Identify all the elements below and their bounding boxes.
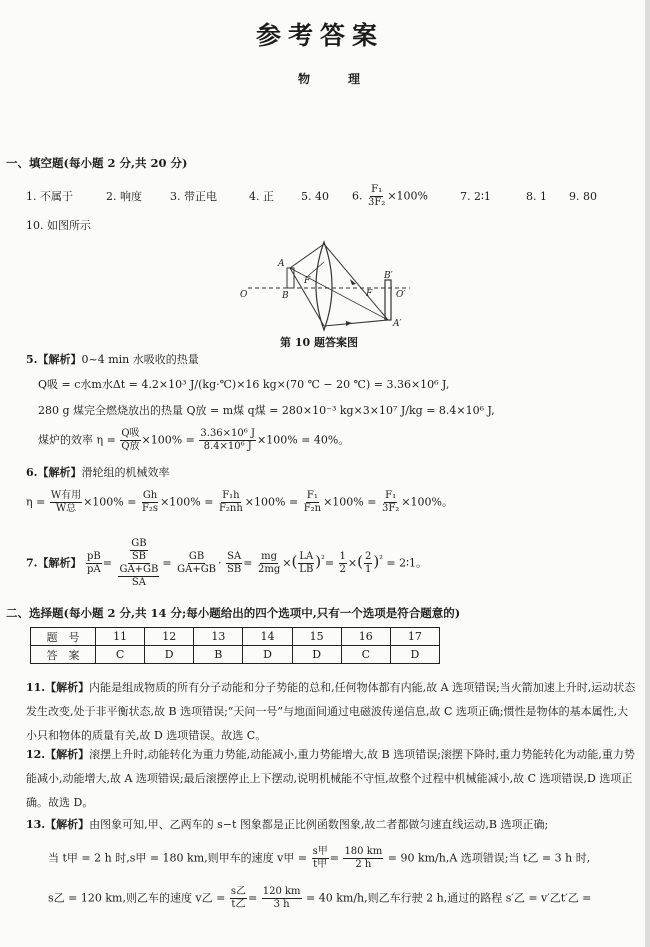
fraction-denominator: 2 bbox=[339, 564, 346, 575]
q5-head-text: 0~4 min 水吸收的热量 bbox=[81, 353, 199, 366]
q7-mass-ratio bbox=[257, 551, 281, 576]
q7-eq-4: = bbox=[324, 556, 335, 570]
q6-times-5: ×100%。 bbox=[401, 495, 453, 509]
answer-table bbox=[30, 627, 440, 664]
q6-head-line bbox=[26, 466, 169, 480]
fraction-numerator: F₁ bbox=[371, 184, 383, 195]
answer-6 bbox=[352, 184, 428, 209]
q5-fraction-2 bbox=[199, 428, 256, 453]
fraction-denominator: t甲 bbox=[313, 859, 328, 870]
answer-1: 1. 不属于 bbox=[26, 190, 73, 203]
q7-weight-ratio bbox=[176, 551, 217, 576]
fraction-numerator: mg bbox=[261, 551, 278, 562]
q13-eq-1: = bbox=[329, 851, 339, 865]
fraction-denominator: 8.4×10⁶ J bbox=[203, 441, 252, 452]
answer-4: 4. 正 bbox=[249, 190, 274, 203]
q5-line-2: 280 g 煤完全燃烧放出的热量 Q放 = m煤 q煤 = 280×10⁻³ kg×3×10⁷ J/kg = 8.4×10⁶ J, bbox=[38, 404, 495, 417]
label-b: B bbox=[282, 291, 289, 301]
fraction-denominator: W总 bbox=[55, 503, 77, 514]
fraction-numerator: pB bbox=[86, 551, 101, 562]
fraction-numerator: SA bbox=[227, 551, 242, 562]
fraction-numerator: F₁ bbox=[385, 490, 397, 501]
q7-square: ² bbox=[321, 553, 325, 565]
q13-head: 13.【解析】 bbox=[26, 818, 90, 831]
ray-2-out bbox=[324, 320, 388, 326]
q6-frac-3 bbox=[218, 490, 244, 515]
q7-square-2: ² bbox=[379, 553, 383, 565]
answer-6-fraction bbox=[367, 184, 386, 209]
q7-dot: · bbox=[218, 556, 222, 570]
fraction-denominator: SB bbox=[131, 551, 147, 562]
label-o-left: O bbox=[240, 290, 248, 300]
q13-frac-4 bbox=[262, 886, 302, 911]
q6-head-text: 滑轮组的机械效率 bbox=[81, 466, 170, 479]
fraction-numerator: 1 bbox=[339, 551, 346, 562]
page-title: 参考答案 bbox=[256, 21, 385, 50]
paren-close: ) bbox=[315, 552, 322, 571]
q6-times-4: ×100% = bbox=[323, 495, 377, 509]
paren-open: ( bbox=[291, 552, 298, 571]
q7-pressure-ratio bbox=[86, 551, 102, 576]
q7-eq-1: = bbox=[102, 556, 112, 570]
q7-half bbox=[339, 551, 347, 576]
table-cell: D bbox=[243, 646, 292, 664]
q5-fraction-1 bbox=[120, 428, 140, 453]
label-a: A bbox=[278, 259, 285, 269]
q7-result: = 2∶1。 bbox=[386, 556, 427, 570]
answer-8: 8. 1 bbox=[526, 190, 547, 203]
fraction-numerator: Q吸 bbox=[121, 428, 140, 439]
section-1-header: 一、填空题(每小题 2 分,共 20 分) bbox=[6, 156, 188, 170]
q13-l3-text-a: s乙 = 120 km,则乙车的速度 v乙 = bbox=[48, 891, 226, 905]
q13-frac-1 bbox=[312, 846, 329, 871]
fraction-denominator: SA bbox=[131, 577, 146, 588]
q13-text-1: 由图象可知,甲、乙两车的 s−t 图象都是正比例函数图象,故二者都做匀速直线运动,B 选项正确; bbox=[89, 818, 549, 831]
table-cell: 12 bbox=[145, 628, 194, 646]
q6-frac-4 bbox=[303, 490, 322, 515]
fraction-denominator: 2 h bbox=[355, 859, 372, 870]
q7-times: × bbox=[282, 556, 292, 570]
q13-l2-text-b: = 90 km/h,A 选项错误;当 t乙 = 3 h 时, bbox=[387, 851, 591, 865]
inner-fraction-top bbox=[130, 538, 147, 563]
fraction-numerator: 2 bbox=[365, 551, 372, 562]
table-cell: 16 bbox=[341, 628, 390, 646]
answer-5: 5. 40 bbox=[301, 190, 329, 203]
fraction-numerator: GA+GB bbox=[119, 564, 159, 575]
label-f-right: F bbox=[366, 289, 373, 299]
answer-6-prefix: 6. bbox=[352, 189, 363, 203]
table-cell: D bbox=[390, 646, 439, 664]
q5-head-line bbox=[26, 353, 199, 367]
table-cell: B bbox=[194, 646, 243, 664]
page-edge bbox=[645, 0, 650, 947]
optics-figure bbox=[228, 238, 428, 334]
q11-text: 内能是组成物质的所有分子动能和分子势能的总和,任何物体都有内能,故 A 选项错误;当火箭加速上升时,运动状态发生改变,处于非平衡状态,故 B 选项错误;“天问一号”与地面间通过电磁波传递信息,故 C 选项正确;惯性是物体的基本属性,大小只和物体的质量有关,故 D 选项错误。故选 C。 bbox=[26, 681, 636, 742]
fraction-denominator: SB bbox=[227, 564, 242, 575]
fraction-denominator: 3 h bbox=[273, 899, 290, 910]
answer-3: 3. 带正电 bbox=[170, 190, 217, 203]
q13-frac-2 bbox=[343, 846, 383, 871]
q13-line-2 bbox=[48, 846, 590, 871]
q13-frac-3 bbox=[230, 886, 247, 911]
q7-two-over-one bbox=[364, 551, 372, 576]
label-b-prime: B′ bbox=[384, 271, 393, 281]
fraction-denominator: Q放 bbox=[121, 441, 140, 452]
q13-line-3 bbox=[48, 886, 591, 911]
fraction-denominator: 1 bbox=[365, 564, 372, 575]
inner-fraction-bottom bbox=[118, 564, 159, 589]
table-row-numbers bbox=[31, 628, 440, 646]
q6-formula bbox=[26, 490, 453, 515]
table-cell: D bbox=[145, 646, 194, 664]
label-f-left: F bbox=[304, 276, 311, 286]
fraction-numerator: GB bbox=[188, 551, 205, 562]
q7-eq-2: = bbox=[162, 556, 172, 570]
q6-times-3: ×100% = bbox=[244, 495, 299, 509]
q7-formula bbox=[26, 538, 427, 589]
answer-6-suffix: ×100% bbox=[387, 189, 428, 203]
q7-compound-fraction bbox=[116, 538, 161, 589]
q13-l2-text-a: 当 t甲 = 2 h 时,s甲 = 180 km,则甲车的速度 v甲 = bbox=[48, 851, 308, 865]
answer-7: 7. 2∶1 bbox=[460, 190, 491, 203]
ray-4 bbox=[308, 262, 324, 276]
ray-1-out bbox=[324, 244, 388, 320]
q7-length-ratio bbox=[298, 551, 314, 576]
q12-text: 滚摆上升时,动能转化为重力势能,动能减小,重力势能增大,故 B 选项错误;滚摆下降时,重力势能转化为动能,重力势能减小,动能增大,故 A 选项错误;最后滚摆停止上下摆动,说明机械能不守恒,故整个过程中机械能减小,故 C 选项错误,D 选项正确。故选 D。 bbox=[26, 748, 635, 809]
paren-close-2: ) bbox=[373, 552, 380, 571]
fraction-denominator: t乙 bbox=[231, 899, 246, 910]
table-cell: 15 bbox=[292, 628, 341, 646]
table-row-answers bbox=[31, 646, 440, 664]
table-header-answer: 答 案 bbox=[31, 646, 96, 664]
fraction-denominator: F₂s bbox=[141, 503, 159, 514]
section-2-header: 二、选择题(每小题 2 分,共 14 分;每小题给出的四个选项中,只有一个选项是符合题意的) bbox=[6, 606, 461, 620]
fraction-denominator: pA bbox=[87, 564, 101, 575]
q6-times-1: ×100% = bbox=[83, 495, 137, 509]
compound-numerator bbox=[128, 538, 149, 564]
q12-head: 12.【解析】 bbox=[26, 748, 90, 761]
q5-head: 5.【解析】 bbox=[26, 353, 82, 366]
q6-eta: η = bbox=[26, 495, 46, 509]
figure-caption: 第 10 题答案图 bbox=[280, 336, 358, 349]
answer-10: 10. 如图所示 bbox=[26, 219, 91, 232]
fraction-denominator: LB bbox=[299, 564, 314, 575]
fraction-numerator: LA bbox=[299, 551, 314, 562]
q13-line-1 bbox=[26, 818, 548, 832]
fraction-denominator: 2mg bbox=[257, 564, 281, 575]
fraction-numerator: s乙 bbox=[230, 886, 247, 897]
q5-line-1: Q吸 = c水m水Δt = 4.2×10³ J/(kg·℃)×16 kg×(70 ℃ − 20 ℃) = 3.36×10⁶ J, bbox=[38, 378, 450, 391]
q7-area-ratio bbox=[226, 551, 242, 576]
q6-frac-1 bbox=[50, 490, 82, 515]
fill-answers-row bbox=[26, 184, 626, 208]
q11-paragraph bbox=[26, 676, 636, 748]
label-a-prime: A′ bbox=[393, 319, 402, 329]
table-cell: D bbox=[292, 646, 341, 664]
q6-times-2: ×100% = bbox=[160, 495, 214, 509]
answer-2: 2. 响度 bbox=[106, 190, 142, 203]
q6-frac-5 bbox=[381, 490, 400, 515]
compound-denominator bbox=[116, 564, 161, 589]
q13-l3-text-b: = 40 km/h,则乙车行驶 2 h,通过的路程 s′乙 = v′乙t′乙 = bbox=[306, 891, 592, 905]
image-ab bbox=[385, 280, 391, 320]
q5-times: ×100% = bbox=[141, 433, 195, 447]
arrow-head-1 bbox=[350, 279, 356, 285]
fraction-numerator: 3.36×10⁶ J bbox=[200, 428, 255, 439]
q5-efficiency-label: 煤炉的效率 η = bbox=[38, 433, 116, 447]
q7-times-2: × bbox=[347, 556, 358, 570]
q5-result: ×100% = 40%。 bbox=[256, 433, 350, 447]
table-cell: C bbox=[341, 646, 390, 664]
fraction-numerator: GB bbox=[131, 538, 147, 549]
table-cell: 13 bbox=[194, 628, 243, 646]
subject-label: 物 理 bbox=[298, 72, 374, 86]
fraction-numerator: Gh bbox=[142, 490, 158, 501]
q6-head: 6.【解析】 bbox=[26, 466, 82, 479]
object-ab bbox=[287, 268, 294, 288]
label-o-prime: O′ bbox=[396, 290, 406, 300]
fraction-denominator: 3F₂ bbox=[381, 503, 400, 514]
q7-eq-3: = bbox=[243, 556, 253, 570]
q7-head: 7.【解析】 bbox=[26, 556, 82, 570]
q11-head: 11.【解析】 bbox=[26, 681, 90, 694]
paren-open-2: ( bbox=[357, 552, 363, 571]
q6-frac-2 bbox=[141, 490, 159, 515]
fraction-numerator: W有用 bbox=[50, 490, 82, 501]
fraction-numerator: 180 km bbox=[344, 846, 383, 857]
q12-paragraph bbox=[26, 743, 636, 815]
table-cell: 11 bbox=[96, 628, 145, 646]
fraction-numerator: s甲 bbox=[312, 846, 328, 857]
answer-9: 9. 80 bbox=[569, 190, 597, 203]
q5-line-3 bbox=[38, 428, 349, 453]
table-header-number: 题 号 bbox=[31, 628, 96, 646]
fraction-denominator: 3F₂ bbox=[368, 197, 386, 208]
ray-1-in bbox=[290, 244, 324, 268]
fraction-numerator: 120 km bbox=[262, 886, 301, 897]
fraction-numerator: F₁h bbox=[222, 490, 240, 501]
table-cell: 17 bbox=[390, 628, 439, 646]
fraction-denominator: F₂nh bbox=[218, 503, 243, 514]
fraction-denominator: F₂n bbox=[303, 503, 322, 514]
q13-eq-2: = bbox=[248, 891, 258, 905]
table-cell: C bbox=[96, 646, 145, 664]
fraction-denominator: GA+GB bbox=[177, 564, 217, 575]
fraction-numerator: F₁ bbox=[306, 490, 318, 501]
table-cell: 14 bbox=[243, 628, 292, 646]
